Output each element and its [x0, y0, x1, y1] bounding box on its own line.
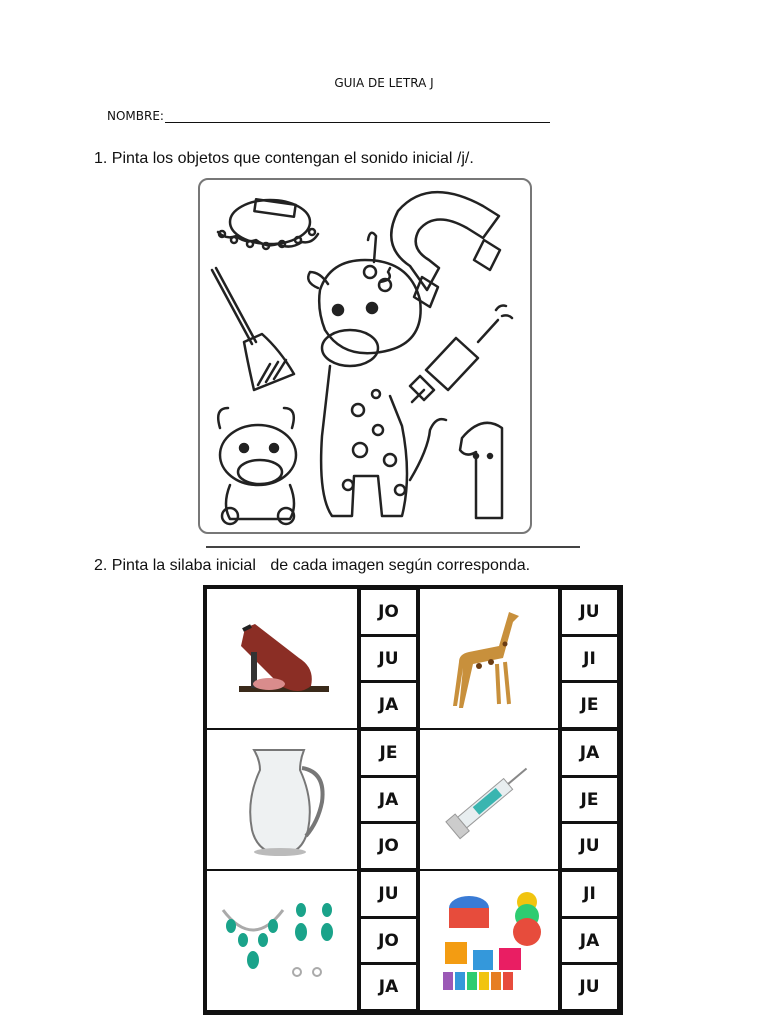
pitcher-icon	[232, 740, 332, 860]
syllable-option[interactable]: JE	[361, 731, 416, 775]
syllable-option[interactable]: JA	[562, 919, 617, 963]
syllable-option[interactable]: JU	[562, 965, 617, 1009]
syllable-options-syringe	[559, 729, 620, 870]
giraffe-image	[419, 588, 559, 729]
syllable-option[interactable]: JI	[562, 637, 617, 681]
syllable-options-ham	[358, 588, 419, 729]
syllable-option[interactable]: JO	[361, 824, 416, 868]
syringe-image	[419, 729, 559, 870]
page-title: GUIA DE LETRA J	[334, 76, 434, 90]
syllable-option[interactable]: JO	[361, 919, 416, 963]
ring-drawing-icon	[218, 199, 318, 249]
syllable-options-pitcher	[358, 729, 419, 870]
syllable-option[interactable]: JU	[361, 637, 416, 681]
syllable-option[interactable]: JA	[361, 683, 416, 727]
question-2-part-a: 2. Pinta la silaba inicial	[94, 557, 256, 574]
jewelry-image	[206, 870, 358, 1011]
syllable-option[interactable]: JU	[562, 824, 617, 868]
magnet-drawing-icon	[391, 192, 500, 307]
syllable-option[interactable]: JA	[361, 778, 416, 822]
syllable-option[interactable]: JI	[562, 872, 617, 916]
syllable-option[interactable]: JA	[361, 965, 416, 1009]
broom-drawing-icon	[212, 268, 294, 390]
question-2	[94, 557, 530, 575]
syllable-option[interactable]: JU	[562, 590, 617, 634]
number-one-drawing-icon	[460, 423, 502, 518]
syllable-option[interactable]: JE	[562, 778, 617, 822]
syllable-grid	[203, 585, 623, 1015]
name-line[interactable]	[165, 111, 550, 123]
giraffe-drawing-icon	[308, 233, 446, 516]
ham-icon	[227, 614, 337, 704]
syringe-drawing-icon	[410, 306, 512, 403]
ham-image	[206, 588, 358, 729]
toys-icon	[429, 886, 549, 996]
pitcher-image	[206, 729, 358, 870]
syllable-options-toys	[559, 870, 620, 1011]
name-label: NOMBRE:	[107, 109, 164, 123]
name-field[interactable]	[107, 109, 550, 123]
syllable-option[interactable]: JO	[361, 590, 416, 634]
coloring-panel	[198, 178, 532, 534]
question-1: 1. Pinta los objetos que contengan el sonido inicial /j/.	[94, 150, 474, 167]
giraffe-icon	[439, 604, 539, 714]
toys-image	[419, 870, 559, 1011]
cow-drawing-icon	[218, 408, 296, 524]
syringe-icon	[434, 745, 544, 855]
syllable-options-jewelry	[358, 870, 419, 1011]
syllable-options-giraffe	[559, 588, 620, 729]
question-2-part-b: de cada imagen según corresponda.	[270, 557, 531, 574]
jewelry-icon	[217, 896, 347, 986]
syllable-option[interactable]: JE	[562, 683, 617, 727]
syllable-option[interactable]: JU	[361, 872, 416, 916]
section-divider	[206, 546, 580, 548]
syllable-option[interactable]: JA	[562, 731, 617, 775]
